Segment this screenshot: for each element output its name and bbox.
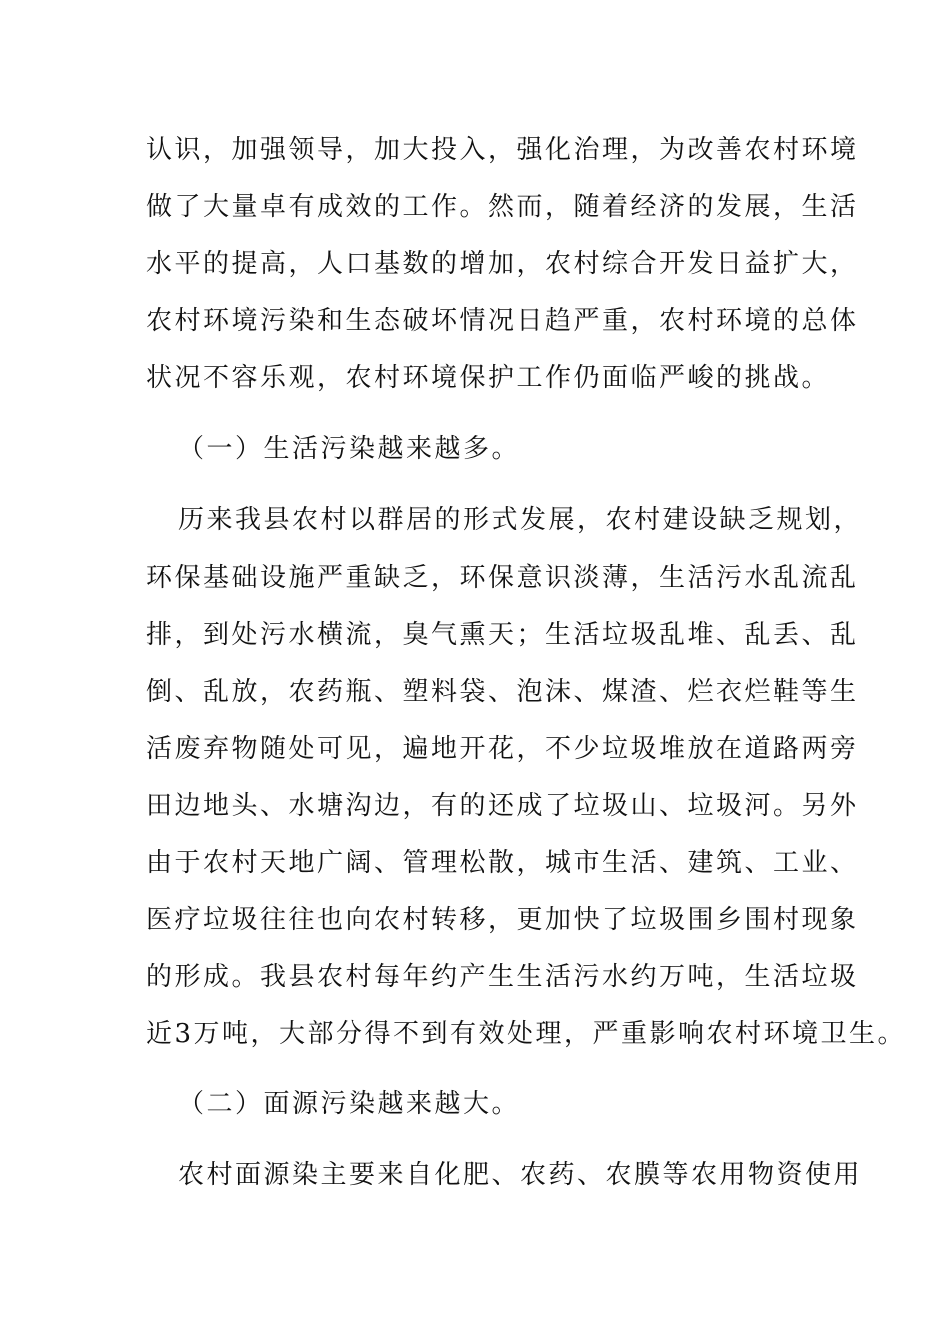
paragraph-line: 农村面源染主要来自化肥、农药、农膜等农用物资使用 <box>178 1160 863 1190</box>
paragraph-line: 活废弃物随处可见，遍地开花，不少垃圾堆放在道路两旁 <box>146 734 859 764</box>
paragraph-line: 历来我县农村以群居的形式发展，农村建设缺乏规划， <box>178 505 863 535</box>
paragraph-line: 医疗垃圾往往也向农村转移，更加快了垃圾围乡围村现象 <box>146 905 859 935</box>
paragraph-line: 由于农村天地广阔、管理松散，城市生活、建筑、工业、 <box>146 848 859 878</box>
section-heading: （一）生活污染越来越多。 <box>178 434 521 464</box>
paragraph-line: 水平的提高，人口基数的增加，农村综合开发日益扩大， <box>146 249 859 279</box>
paragraph-line: 近3万吨，大部分得不到有效处理，严重影响农村环境卫生。 <box>146 1019 907 1049</box>
paragraph-line: 状况不容乐观，农村环境保护工作仍面临严峻的挑战。 <box>146 363 831 393</box>
paragraph-line: 排，到处污水横流，臭气熏天；生活垃圾乱堆、乱丢、乱 <box>146 620 859 650</box>
paragraph-line: 倒、乱放，农药瓶、塑料袋、泡沫、煤渣、烂衣烂鞋等生 <box>146 677 859 707</box>
paragraph-line: 农村环境污染和生态破坏情况日趋严重，农村环境的总体 <box>146 306 859 336</box>
paragraph-line: 环保基础设施严重缺乏，环保意识淡薄，生活污水乱流乱 <box>146 563 859 593</box>
section-heading: （二）面源污染越来越大。 <box>178 1089 521 1119</box>
paragraph-line: 认识，加强领导，加大投入，强化治理，为改善农村环境 <box>146 135 859 165</box>
paragraph-line: 做了大量卓有成效的工作。然而，随着经济的发展，生活 <box>146 192 859 222</box>
paragraph-line: 田边地头、水塘沟边，有的还成了垃圾山、垃圾河。另外 <box>146 791 859 821</box>
paragraph-line: 的形成。我县农村每年约产生生活污水约万吨，生活垃圾 <box>146 962 859 992</box>
